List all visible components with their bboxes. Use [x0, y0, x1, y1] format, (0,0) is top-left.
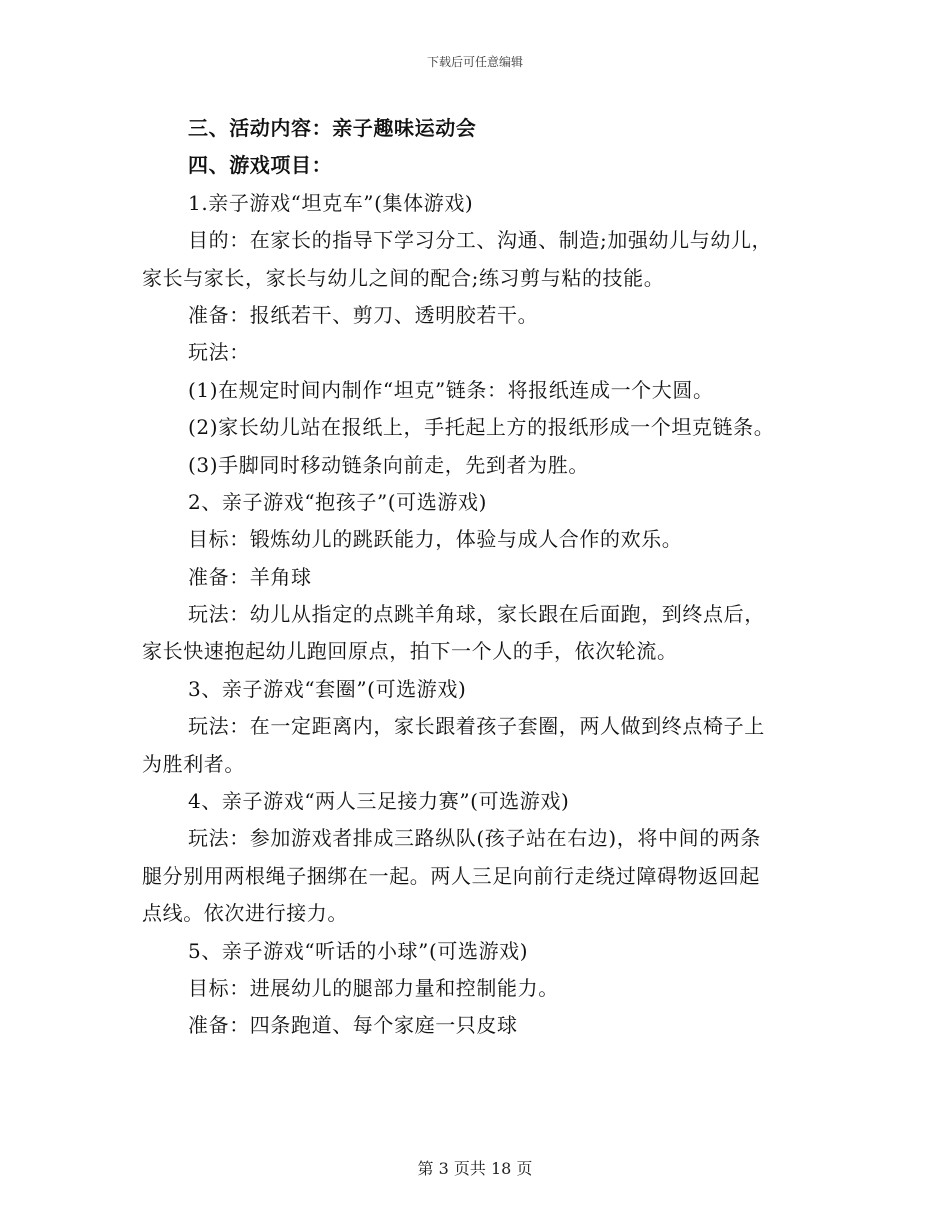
game-4-title: 4、亲子游戏“两人三足接力赛”(可选游戏)	[188, 789, 570, 814]
game-4-play: 玩法：参加游戏者排成三路纵队(孩子站在右边)，将中间的两条	[188, 826, 762, 851]
page-number-footer: 第 3 页共 18 页	[417, 1159, 533, 1178]
game-3-play-cont: 为胜利者。	[142, 751, 245, 776]
game-3-play: 玩法：在一定距离内，家长跟着孩子套圈，两人做到终点椅子上	[188, 714, 765, 739]
game-1-purpose: 目的：在家长的指导下学习分工、沟通、制造;加强幼儿与幼儿，	[188, 228, 773, 253]
game-1-preparation: 准备：报纸若干、剪刀、透明胶若干。	[188, 302, 539, 327]
game-2-goal: 目标：锻炼幼儿的跳跃能力，体验与成人合作的欢乐。	[188, 527, 683, 552]
game-2-preparation: 准备：羊角球	[188, 564, 312, 589]
game-1-step-1: (1)在规定时间内制作“坦克”链条：将报纸连成一个大圆。	[188, 377, 714, 402]
game-1-step-2: (2)家长幼儿站在报纸上，手托起上方的报纸形成一个坦克链条。	[188, 415, 775, 440]
game-1-play-label: 玩法：	[188, 340, 250, 365]
game-3-title: 3、亲子游戏“套圈”(可选游戏)	[188, 676, 467, 701]
game-5-title: 5、亲子游戏“听话的小球”(可选游戏)	[188, 938, 529, 963]
document-body	[142, 110, 822, 1045]
game-4-play-cont-1: 腿分别用两根绳子捆绑在一起。两人三足向前行走绕过障碍物返回起	[142, 863, 760, 888]
page-header-note: 下载后可任意编辑	[426, 55, 523, 69]
section-heading-game-items: 四、游戏项目：	[188, 153, 333, 178]
game-1-title: 1.亲子游戏“坦克车”(集体游戏)	[188, 190, 474, 215]
game-2-title: 2、亲子游戏“抱孩子”(可选游戏)	[188, 489, 487, 514]
game-5-preparation: 准备：四条跑道、每个家庭一只皮球	[188, 1013, 518, 1038]
game-1-purpose-cont: 家长与家长，家长与幼儿之间的配合;练习剪与粘的技能。	[142, 265, 665, 290]
game-2-play: 玩法：幼儿从指定的点跳羊角球，家长跟在后面跑，到终点后，	[188, 602, 765, 627]
game-2-play-cont: 家长快速抱起幼儿跑回原点，拍下一个人的手，依次轮流。	[142, 639, 678, 664]
game-1-step-3: (3)手脚同时移动链条向前走，先到者为胜。	[188, 452, 589, 477]
section-heading-activity-content: 三、活动内容：亲子趣味运动会	[188, 116, 477, 140]
game-4-play-cont-2: 点线。依次进行接力。	[142, 901, 348, 926]
game-5-goal: 目标：进展幼儿的腿部力量和控制能力。	[188, 975, 559, 1000]
